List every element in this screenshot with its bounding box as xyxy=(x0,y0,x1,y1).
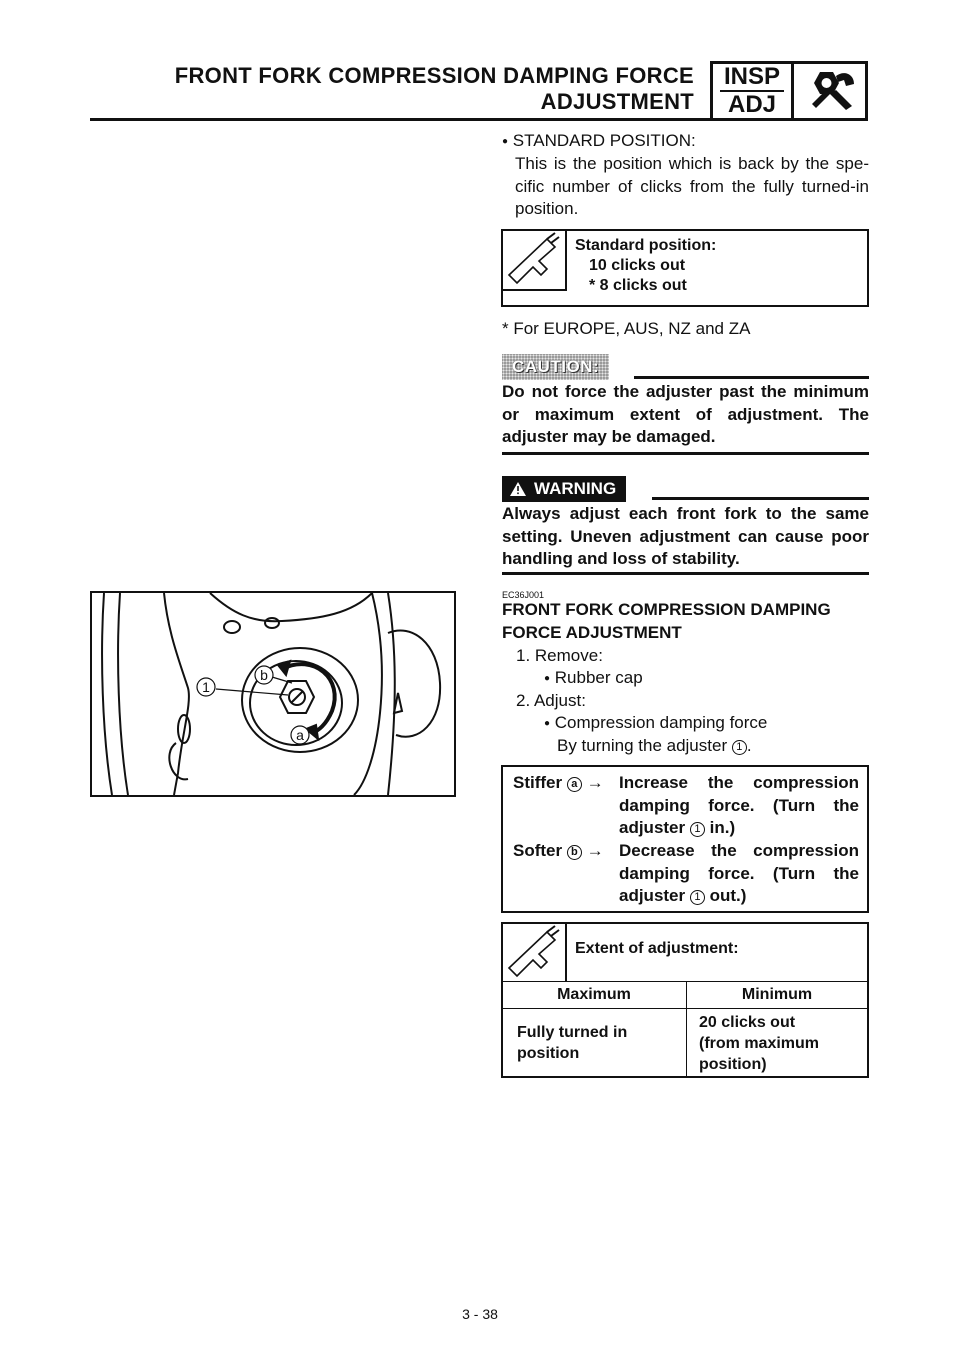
column-divider xyxy=(686,981,687,1076)
softer-line: adjuster 1 out.) xyxy=(619,886,747,905)
figure-callout-1: 1 xyxy=(202,679,210,695)
max-value-line: Fully turned in xyxy=(517,1024,628,1041)
arrow-icon: → xyxy=(586,841,604,860)
caliper-icon xyxy=(503,231,563,287)
warning-rule-bottom xyxy=(502,572,869,575)
arrow-icon: → xyxy=(586,773,604,792)
section-title-line2: FORCE ADJUSTMENT xyxy=(502,623,682,642)
warning-rule-top xyxy=(652,497,869,500)
step1-item xyxy=(544,667,643,691)
col-max-header: Maximum xyxy=(557,986,631,1003)
stiffer-line: damping force. (Turn the xyxy=(619,795,859,815)
extent-icon-cell xyxy=(503,924,567,982)
softer-label xyxy=(513,840,604,863)
step1-label: 1. Remove: xyxy=(516,646,603,665)
description-line: cific number of clicks from the fully turned-in xyxy=(515,176,869,196)
warning-triangle-icon xyxy=(510,482,526,496)
warning-line: setting. Uneven adjustment can cause poor xyxy=(502,526,869,546)
softer-label-text: Softer xyxy=(513,841,563,860)
bullet-icon: ● xyxy=(544,718,551,729)
min-value-line: 20 clicks out xyxy=(699,1014,796,1031)
adjuster-ref-marker: 1 xyxy=(690,890,705,905)
step1-item-text: Rubber cap xyxy=(554,668,643,687)
caution-line: or maximum extent of adjustment. The xyxy=(502,404,869,424)
max-value-line: position xyxy=(517,1045,580,1062)
stiffer-line: adjuster 1 in.) xyxy=(619,818,736,837)
spec-label: Standard position: xyxy=(575,237,717,254)
caution-text xyxy=(502,381,869,449)
wrench-nut-icon xyxy=(794,64,865,118)
warning-label-text: WARNING xyxy=(534,479,617,498)
page-number: 3 - 38 xyxy=(462,1306,498,1322)
stiffer-line: Increase the compression xyxy=(619,773,859,792)
step2-desc xyxy=(557,735,752,758)
col-min-header: Minimum xyxy=(741,986,813,1003)
caution-label: CAUTION: xyxy=(502,354,609,380)
step2-desc-text: By turning the adjuster xyxy=(557,736,728,755)
extent-divider xyxy=(503,1008,867,1009)
max-value xyxy=(517,1022,627,1064)
standard-position-heading-text: STANDARD POSITION: xyxy=(512,131,696,150)
description-line: position. xyxy=(515,199,579,218)
step2-label: 2. Adjust: xyxy=(516,691,586,710)
spec-box-icon-cell xyxy=(503,231,567,291)
header-title-line1: FRONT FORK COMPRESSION DAMPING FORCE xyxy=(174,63,694,88)
standard-position-heading xyxy=(502,130,696,154)
softer-line: damping force. (Turn the xyxy=(619,863,859,883)
spec-value-2: * 8 clicks out xyxy=(589,277,687,294)
extent-box xyxy=(501,922,869,1078)
warning-line: handling and loss of stability. xyxy=(502,549,740,568)
bullet-icon: ● xyxy=(544,673,551,684)
section-title-line1: FRONT FORK COMPRESSION DAMPING xyxy=(502,600,831,619)
softer-desc xyxy=(619,840,859,908)
adjuster-illustration xyxy=(90,591,456,797)
caution-header xyxy=(502,354,869,380)
standard-position-description xyxy=(515,153,869,221)
warning-text xyxy=(502,503,869,571)
stiff-soft-box xyxy=(501,765,869,913)
softer-marker: b xyxy=(567,845,582,860)
stiffer-marker: a xyxy=(567,777,582,792)
section-code: EC36J001 xyxy=(502,590,545,600)
softer-line: Decrease the compression xyxy=(619,841,859,860)
figure-callout-a: a xyxy=(296,727,304,743)
caliper-icon xyxy=(503,924,563,980)
caution-rule-bottom xyxy=(502,452,869,455)
header-rule xyxy=(90,118,710,121)
step2-item xyxy=(544,712,767,736)
step2-item-text: Compression damping force xyxy=(554,713,768,732)
min-value-line: position) xyxy=(699,1056,767,1073)
footnote: * For EUROPE, AUS, NZ and ZA xyxy=(502,319,751,338)
stiffer-label-text: Stiffer xyxy=(513,773,563,792)
warning-line: Always adjust each front fork to the same xyxy=(502,504,869,523)
badge-text xyxy=(713,64,794,118)
badge-top: INSP xyxy=(720,64,784,92)
stiffer-label xyxy=(513,772,604,795)
header-title-line2: ADJUSTMENT xyxy=(540,89,694,114)
badge-bottom: ADJ xyxy=(727,91,776,118)
extent-label: Extent of adjustment: xyxy=(575,940,739,957)
stiffer-desc xyxy=(619,772,859,840)
adjuster-ref-marker: 1 xyxy=(690,822,705,837)
description-line: This is the position which is back by the spe- xyxy=(515,154,869,173)
figure-callout-b: b xyxy=(260,667,268,683)
adjuster-ref-marker: 1 xyxy=(732,740,747,755)
warning-label xyxy=(502,476,626,502)
extent-divider xyxy=(503,981,867,982)
caution-rule-top xyxy=(634,376,869,379)
min-value xyxy=(699,1012,819,1075)
bullet-icon: ● xyxy=(502,136,509,147)
caution-line: Do not force the adjuster past the minimum xyxy=(502,382,869,401)
insp-adj-badge xyxy=(710,61,868,121)
spec-value-1: 10 clicks out xyxy=(589,257,686,274)
step2-desc-post: . xyxy=(746,736,752,755)
standard-position-spec-box xyxy=(501,229,869,307)
caution-line: adjuster may be damaged. xyxy=(502,427,716,446)
min-value-line: (from maximum xyxy=(699,1035,820,1052)
